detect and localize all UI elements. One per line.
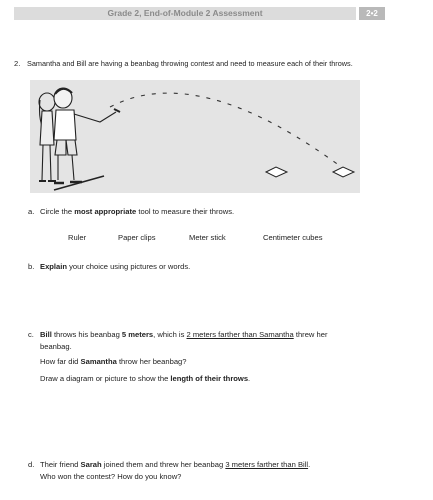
part-c-question: How far did Samantha throw her beanbag? [40, 357, 187, 366]
part-b-prompt: Explain your choice using pictures or words. [40, 262, 191, 271]
samantha-figure [39, 93, 56, 181]
module-tag: 2•2 [359, 7, 385, 20]
bill-figure [54, 88, 120, 190]
part-c-letter: c. [28, 330, 34, 339]
part-c-diagram-prompt: Draw a diagram or picture to show the length of their throws. [40, 374, 251, 383]
problem-intro: Samantha and Bill are having a beanbag throwing contest and need to measure each of their throws. [27, 59, 353, 68]
part-c-line1: Bill throws his beanbag 5 meters, which is 2 meters farther than Samantha threw her [40, 330, 328, 339]
tool-option-paper-clips[interactable]: Paper clips [118, 233, 156, 242]
part-b-letter: b. [28, 262, 35, 271]
beanbag-samantha [266, 167, 287, 177]
part-d-line1: Their friend Sarah joined them and threw her beanbag 3 meters farther than Bill. [40, 460, 311, 469]
beanbag-throw-illustration [30, 80, 360, 193]
assessment-header-title: Grade 2, End-of-Module 2 Assessment [14, 7, 356, 20]
part-d-letter: d. [28, 460, 35, 469]
part-c-line2: beanbag. [40, 342, 72, 351]
tool-option-ruler[interactable]: Ruler [68, 233, 87, 242]
problem-number: 2. [14, 59, 21, 68]
part-d-line2: Who won the contest? How do you know? [40, 472, 182, 481]
tool-option-centimeter-cubes[interactable]: Centimeter cubes [263, 233, 323, 242]
tool-option-meter-stick[interactable]: Meter stick [189, 233, 226, 242]
beanbag-bill [333, 167, 354, 177]
part-a-letter: a. [28, 207, 35, 216]
part-a-prompt: Circle the most appropriate tool to measure their throws. [40, 207, 235, 216]
